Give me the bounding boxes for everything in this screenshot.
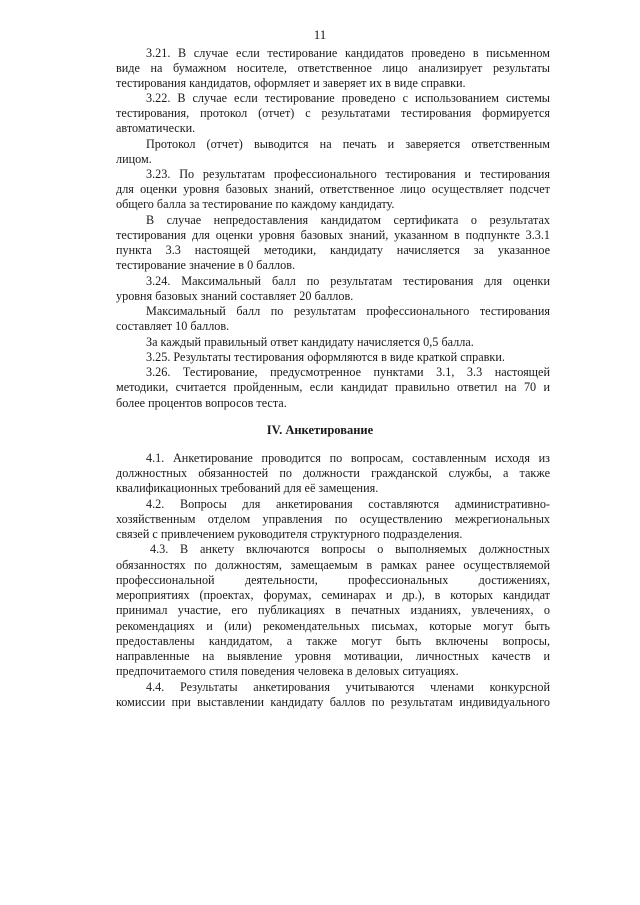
text-line: лицом. <box>116 152 152 166</box>
text-line: предоставлены кандидатом, а также могут быть включены вопросы, <box>116 634 550 648</box>
page-number: 11 <box>313 27 327 42</box>
text-line: хозяйственным отделом управления по осуществлению межрегиональных <box>116 512 550 526</box>
text-line: 4.4. Результаты анкетирования учитываются членами конкурсной <box>146 680 550 694</box>
text-line: принимал участие, его публикациях в печатных изданиях, увлечениях, о <box>116 603 550 617</box>
text-line: 3.23. По результатам профессионального тестирования и тестирования <box>146 167 550 181</box>
text-line: методики, считается пройденным, если кандидат правильно ответил на 70 и <box>116 380 550 394</box>
text-line: тестирование значение в 0 баллов. <box>116 258 296 272</box>
text-line: 4.3. В анкету включаются вопросы о выполняемых должностных <box>150 542 550 556</box>
text-line: 3.22. В случае если тестирование проведено с использованием системы <box>146 91 550 105</box>
text-line: За каждый правильный ответ кандидату начисляется 0,5 балла. <box>146 335 474 349</box>
text-line: для оценки уровня базовых знаний, ответственное лицо осуществляет подсчет <box>116 182 550 196</box>
text-line: более процентов вопросов теста. <box>116 396 287 410</box>
text-line: Максимальный балл по результатам профессионального тестирования <box>146 304 550 318</box>
text-line: 3.21. В случае если тестирование кандидатов проведено в письменном <box>146 46 550 60</box>
text-line: Протокол (отчет) выводится на печать и заверяется ответственным <box>146 137 550 151</box>
text-line: профессиональной деятельности, профессиональных достижениях, <box>116 573 550 587</box>
text-line: пункта 3.3 настоящей методики, кандидату начисляется за указанное <box>116 243 550 257</box>
text-line: предпочитаемого стиля поведения человека в деловых ситуациях. <box>116 664 459 678</box>
text-line: 3.24. Максимальный балл по результатам тестирования для оценки <box>146 274 550 288</box>
text-line: должностных обязанностей по должности гражданской службы, а также <box>116 466 550 480</box>
text-line: тестирования для оценки уровня базовых знаний, указанном в подпункте 3.3.1 <box>116 228 550 242</box>
text-line: 4.1. Анкетирование проводится по вопросам, составленным исходя из <box>146 451 550 465</box>
text-line: 3.25. Результаты тестирования оформляются в виде краткой справки. <box>146 350 505 364</box>
text-line: рекомендациях и (или) рекомендательных письмах, которые могут быть <box>116 619 550 633</box>
text-line: мероприятиях (проектах, форумах, семинарах и др.), в которых кандидат <box>116 588 550 602</box>
text-line: В случае непредоставления кандидатом сертификата о результатах <box>146 213 550 227</box>
text-line: квалификационных требований для её замещения. <box>116 481 379 495</box>
text-line: обязанностях по должностям, замещаемым в рамках ранее осуществляемой <box>116 558 550 572</box>
text-line: 4.2. Вопросы для анкетирования составляются административно- <box>146 497 550 511</box>
text-line: направленные на выявление уровня мотивации, личностных качеств и <box>116 649 550 663</box>
section-heading: IV. Анкетирование <box>266 423 374 437</box>
text-line: виде на бумажном носителе, ответственное лицо анализирует результаты <box>116 61 550 75</box>
text-line: составляет 10 баллов. <box>116 319 230 333</box>
text-line: тестирования кандидатов, оформляет и заверяет их в виде справки. <box>116 76 466 90</box>
text-line: 3.26. Тестирование, предусмотренное пунктами 3.1, 3.3 настоящей <box>146 365 550 379</box>
text-line: общего балла за тестирование по каждому кандидату. <box>116 197 395 211</box>
text-line: связей с привлечением руководителя структурного подразделения. <box>116 527 463 541</box>
text-line: комиссии при выставлении кандидату баллов по результатам индивидуального <box>116 695 550 709</box>
text-line: тестирования, протокол (отчет) с результатами тестирования формируется <box>116 106 550 120</box>
text-line: автоматически. <box>116 121 196 135</box>
text-line: уровня базовых знаний составляет 20 баллов. <box>116 289 354 303</box>
